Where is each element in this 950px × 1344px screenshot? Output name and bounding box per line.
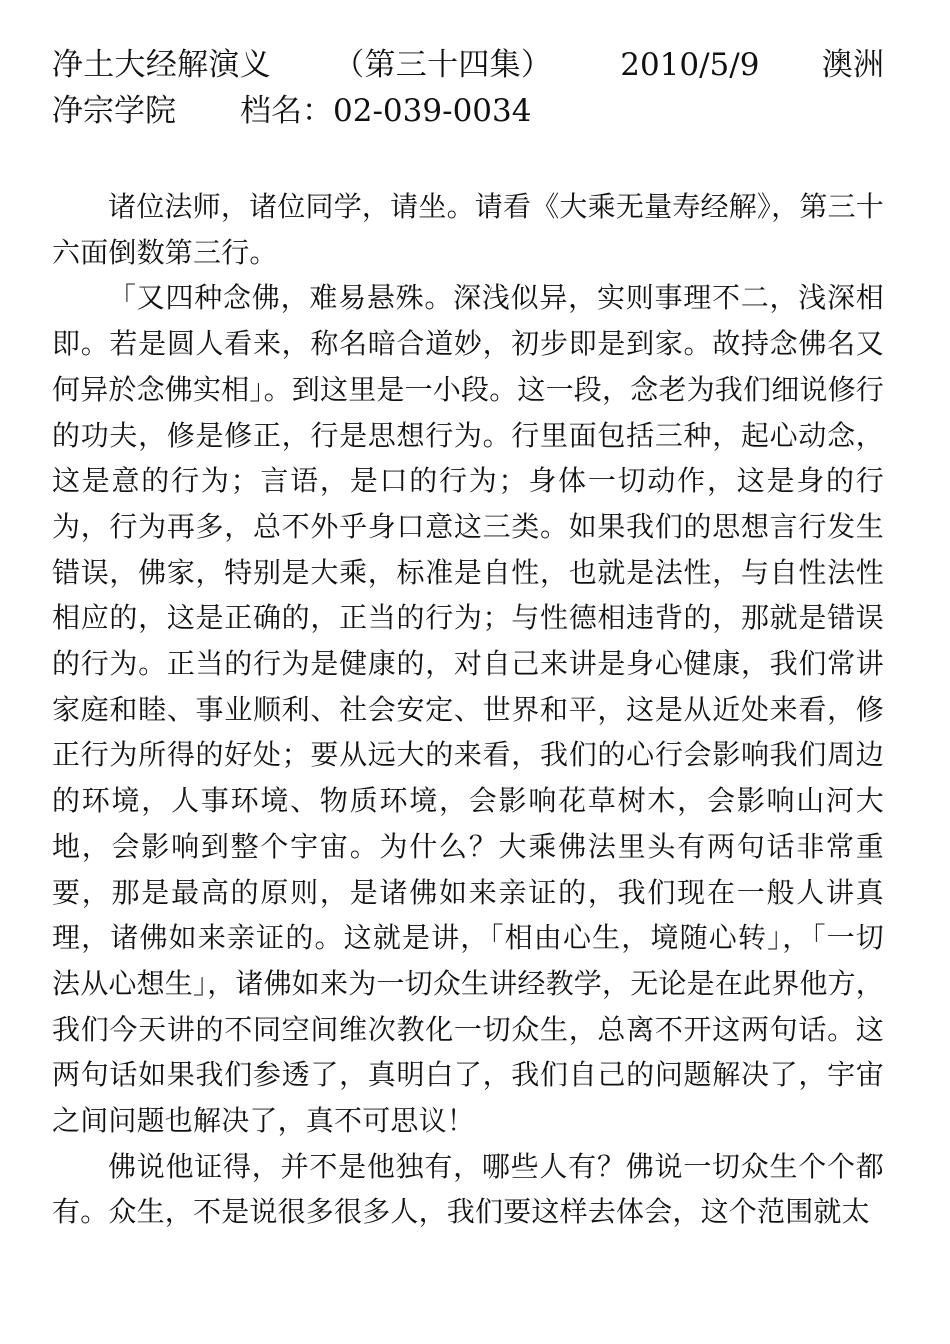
lecture-date: 2010/5/9 bbox=[620, 47, 760, 83]
episode-number: （第三十四集） bbox=[332, 47, 553, 83]
document-title: 净土大经解演义 bbox=[52, 47, 271, 83]
paragraph-continued: 佛说他证得，并不是他独有，哪些人有？佛说一切众生个个都有。众生，不是说很多很多人，我们要这样去体会，这个范围就太 bbox=[52, 1149, 884, 1229]
lecture-location: 澳洲净宗学院 bbox=[52, 47, 885, 129]
archive-number: 02-039-0034 bbox=[333, 93, 532, 129]
archive-label: 档名： bbox=[240, 93, 333, 129]
paragraph-intro: 诸位法师，诸位同学，请坐。请看《大乘无量寿经解》，第三十六面倒数第三行。 bbox=[52, 190, 884, 269]
paragraph-main: 「又四种念佛，难易悬殊。深浅似异，实则事理不二，浅深相即。若是圆人看来，称名暗合道妙，初步即是到家。故持念佛名又何异於念佛实相」。到这里是一小段。这一段，念老为我们细说修行的功夫，修是修正，行是思想行为。行里面包括三种，起心动念，这是意的行为；言语，是口的行为；身体一切动作，这是身的行为，行为再多，总不外乎身口意这三类。如果我们的思想言行发生错误，佛家，特别是大乘，标准是自性，也就是法性，与自性法性相应的，这是正确的，正当的行为；与性德相违背的，那就是错误的行为。正当的行为是健康的，对自己来讲是身心健康，我们常讲家庭和睦、事业顺利、社会安定、世界和平，这是从近处来看，修正行为所得的好处；要从远大的来看，我们的心行会影响我们周边的环境，人事环境、物质环境，会影响花草树木，会影响山河大地，会影响到整个宇宙。为什么？大乘佛法里头有两句话非常重要，那是最高的原则，是诸佛如来亲证的，我们现在一般人讲真理，诸佛如来亲证的。这就是讲，「相由心生，境随心转」，「一切法从心想生」，诸佛如来为一切众生讲经教学，无论是在此界他方，我们今天讲的不同空间维次教化一切众生，总离不开这两句话。这两句话如果我们参透了，真明白了，我们自己的问题解决了，宇宙之间问题也解决了，真不可思议！ bbox=[52, 281, 885, 1138]
document-page bbox=[52, 42, 884, 1235]
document-header bbox=[52, 42, 884, 134]
